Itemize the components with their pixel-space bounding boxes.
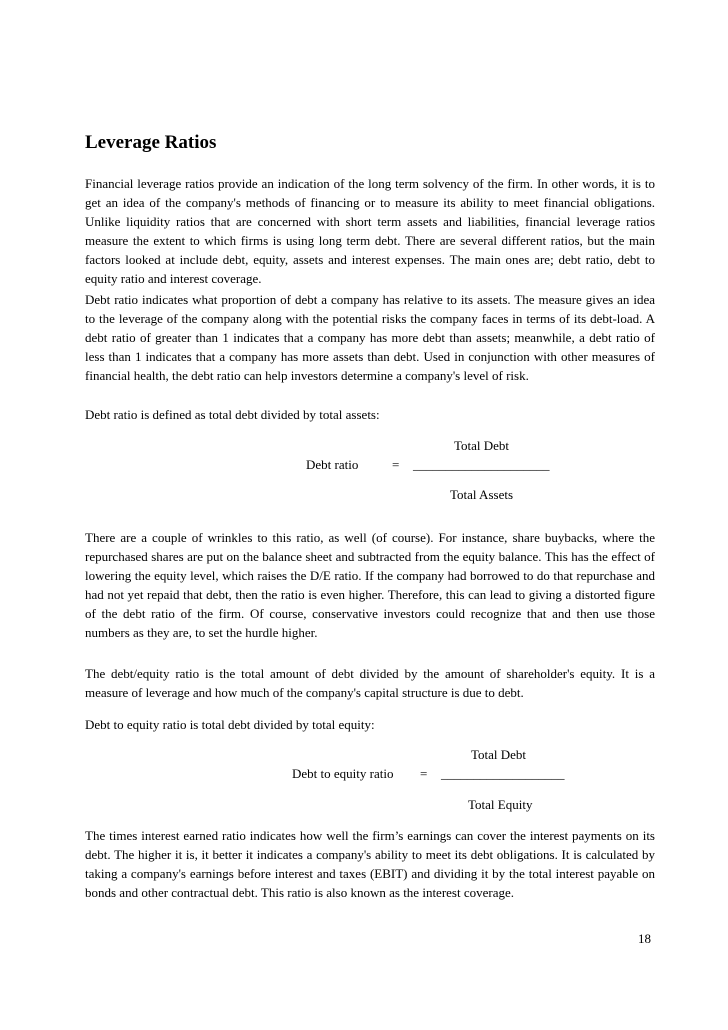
formula-equals: = xyxy=(392,457,400,472)
paragraph-interest-coverage: The times interest earned ratio indicates how well the firm’s earnings can cover the interest payments on its debt. The higher it is, it better it indicates a company's ability to meet its debt obligations. It is calculated by taking a company's earnings before interest and taxes (EBIT) and dividing it by the total interest payable on bonds and other contractual debt. This ratio is also known as the interest coverage. xyxy=(85,828,655,900)
paragraph-intro: Financial leverage ratios provide an indication of the long term solvency of the firm. In other words, it is to get an idea of the company's methods of financing or to measure its ability to meet financial obligations. Unlike liquidity ratios that are concerned with short term assets and liabilities, financial leverage ratios measure the extent to which firms is using long term debt. There are several different ratios, but the main factors looked at include debt, equity, assets and interest expenses. The main ones are; debt ratio, debt to equity ratio and interest coverage. xyxy=(85,176,655,286)
formula-label: Debt ratio xyxy=(306,457,359,472)
formula-denominator: Total Assets xyxy=(450,487,514,502)
paragraph-wrinkles: There are a couple of wrinkles to this ratio, as well (of course). For instance, share buybacks, where the repurchased shares are put on the balance sheet and subtracted from the equity balance. This has the effect of lowering the equity level, which raises the D/E ratio. If the company had borrowed to do that repurchase and had not yet repaid that debt, then the ratio is even higher. Therefore, this can lead to giving a distorted figure of the debt ratio of the firm. Of course, conservative investors could recognize that and then use those numbers as they are, to set the hurdle higher. xyxy=(85,530,655,640)
formula-fraction-bar: ___________________ xyxy=(441,766,565,781)
formula-label: Debt to equity ratio xyxy=(292,766,394,781)
paragraph-debt-equity-definition: Debt to equity ratio is total debt divided by total equity: xyxy=(85,717,375,732)
section-heading: Leverage Ratios xyxy=(85,132,217,153)
paragraph-debt-ratio: Debt ratio indicates what proportion of debt a company has relative to its assets. The measure gives an idea to the leverage of the company along with the potential risks the company faces in terms of its debt-load. A debt ratio of greater than 1 indicates that a company has more debt than assets; meanwhile, a debt ratio of less than 1 indicates that a company has more assets than debt. Used in conjunction with other measures of financial health, the debt ratio can help investors determine a company's level of risk. xyxy=(85,292,655,383)
formula-fraction-bar: _____________________ xyxy=(413,457,550,472)
paragraph-debt-ratio-definition: Debt ratio is defined as total debt divided by total assets: xyxy=(85,407,380,422)
formula-denominator: Total Equity xyxy=(468,797,533,812)
formula-numerator: Total Debt xyxy=(454,438,510,453)
paragraph-debt-equity: The debt/equity ratio is the total amount of debt divided by the amount of shareholder's equity. It is a measure of leverage and how much of the company's capital structure is due to debt. xyxy=(85,666,655,700)
formula-equals: = xyxy=(420,766,428,781)
formula-numerator: Total Debt xyxy=(471,747,527,762)
page-number: 18 xyxy=(638,931,651,946)
